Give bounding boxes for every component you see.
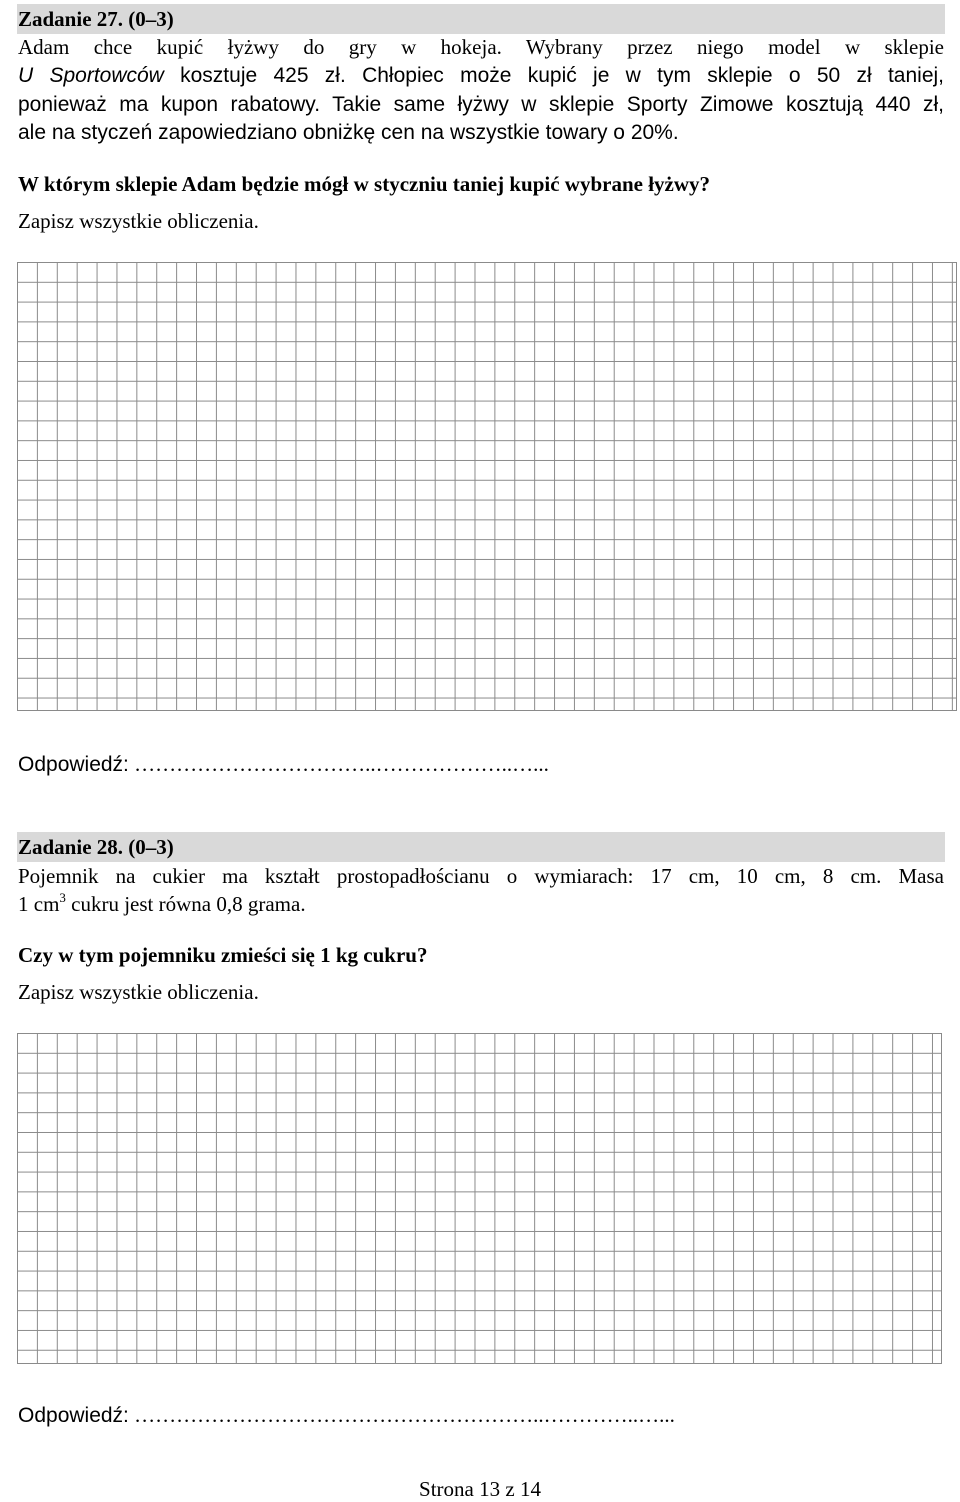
- task-27-intro-line-3-b: Takie same łyżwy w sklepie Sporty Zimowe kosztują 440 zł,: [320, 93, 944, 116]
- shop-name-italic: U Sportowców: [18, 64, 164, 87]
- task-27-answer-grid[interactable]: [17, 262, 957, 711]
- task-27-instruction: Zapisz wszystkie obliczenia.: [18, 209, 259, 233]
- task-28-unit: 1 cm: [18, 892, 60, 916]
- task-27-intro-line-2: [18, 61, 944, 90]
- task-28-intro-line-1: Pojemnik na cukier ma kształt prostopadłościanu o wymiarach: 17 cm, 10 cm, 8 cm. Masa: [18, 864, 944, 888]
- task-27-intro-line-2-rest: kosztuje 425 zł. Chłopiec może kupić je w tym sklepie o 50 zł taniej,: [163, 64, 944, 87]
- task-27-intro-line-3-a: ponieważ ma kupon rabatowy.: [18, 93, 321, 116]
- task-27-answer-line[interactable]: [18, 752, 549, 777]
- task-28-header: [18, 832, 174, 862]
- task-27-answer-dots: ……………………………..………………..…...: [134, 752, 549, 776]
- task-27-points: (0–3): [128, 7, 174, 31]
- task-28-intro-line-2-rest: cukru jest równa 0,8 grama.: [65, 892, 306, 916]
- task-28-answer-label: Odpowiedź:: [18, 1404, 129, 1427]
- task-28-intro: [18, 862, 944, 918]
- task-27-question: W którym sklepie Adam będzie mógł w styczniu taniej kupić wybrane łyżwy?: [18, 172, 711, 196]
- task-28-unit-exponent: 3: [59, 890, 66, 905]
- task-28-title: Zadanie 28.: [18, 835, 124, 859]
- task-27-answer-label: Odpowiedź:: [18, 753, 129, 776]
- task-28-answer-line[interactable]: [18, 1403, 675, 1428]
- task-28-instruction: Zapisz wszystkie obliczenia.: [18, 980, 259, 1004]
- task-27-intro-line-4: ale na styczeń zapowiedziano obniżkę cen na wszystkie towary o 20%.: [18, 121, 679, 144]
- task-27-intro-line-3: [18, 90, 944, 119]
- task-28-question: Czy w tym pojemniku zmieści się 1 kg cukru?: [18, 943, 428, 967]
- task-28-points: (0–3): [128, 835, 174, 859]
- task-28-answer-dots: …………………………………………………..…………..…...: [134, 1403, 675, 1427]
- task-28-answer-grid[interactable]: [17, 1033, 942, 1364]
- task-27-title: Zadanie 27.: [18, 7, 124, 31]
- task-27-intro: [18, 33, 944, 147]
- task-27-header: [18, 4, 174, 34]
- task-27-intro-line-1: Adam chce kupić łyżwy do gry w hokeja. Wybrany przez niego model w sklepie: [18, 35, 944, 59]
- task-28-intro-line-2: [18, 890, 944, 918]
- page-number: Strona 13 z 14: [419, 1477, 541, 1501]
